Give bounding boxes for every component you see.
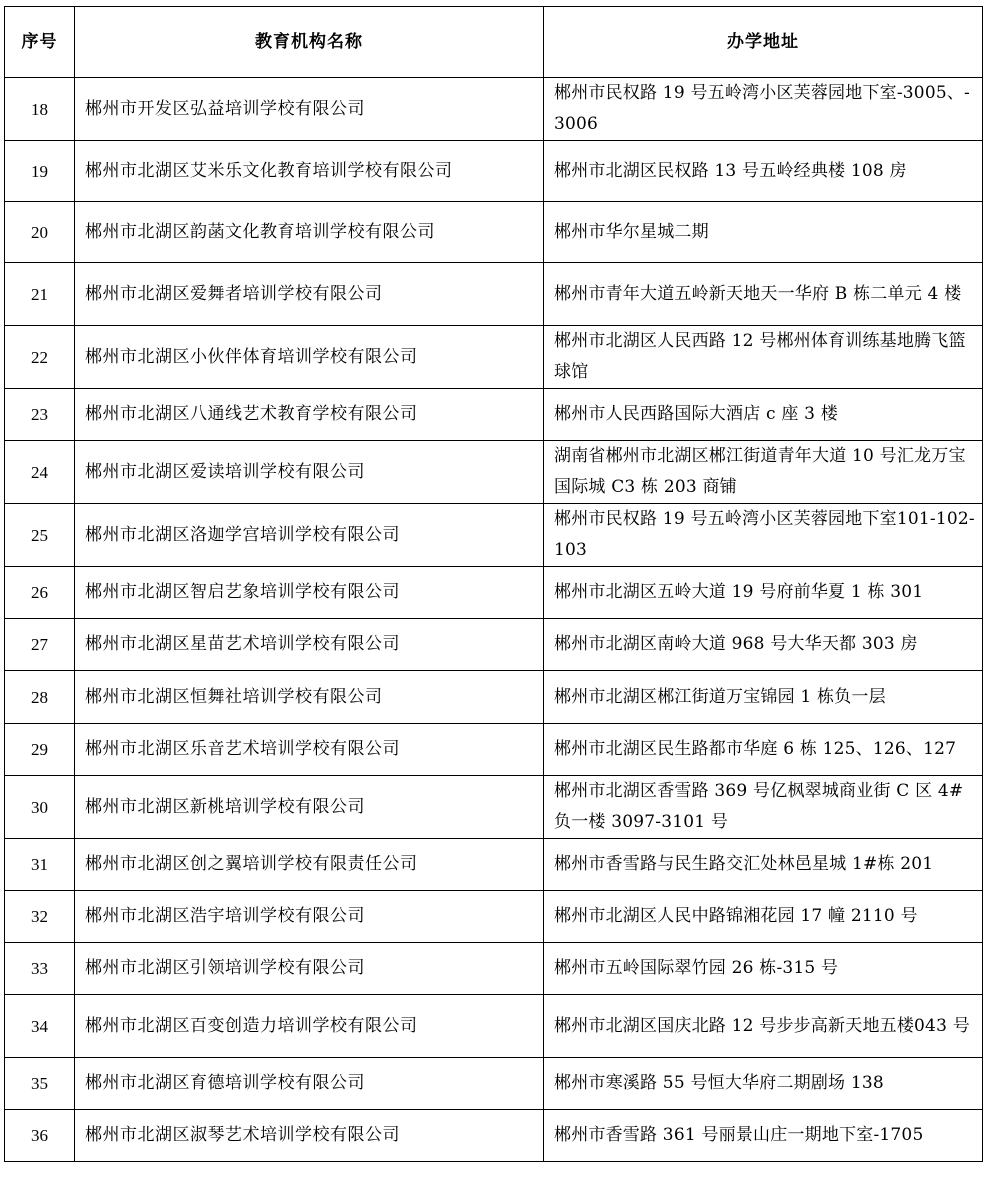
row-index: 19 xyxy=(5,141,75,202)
row-index: 35 xyxy=(5,1058,75,1110)
row-name: 郴州市北湖区恒舞社培训学校有限公司 xyxy=(75,671,544,724)
table-row xyxy=(5,202,983,263)
row-address: 郴州市北湖区民权路 13 号五岭经典楼 108 房 xyxy=(544,141,983,202)
row-name: 郴州市北湖区艾米乐文化教育培训学校有限公司 xyxy=(75,141,544,202)
row-name: 郴州市北湖区乐音艺术培训学校有限公司 xyxy=(75,724,544,776)
row-index: 21 xyxy=(5,263,75,326)
row-address: 郴州市北湖区民生路都市华庭 6 栋 125、126、127 xyxy=(544,724,983,776)
row-name: 郴州市北湖区淑琴艺术培训学校有限公司 xyxy=(75,1110,544,1162)
row-address: 郴州市北湖区五岭大道 19 号府前华夏 1 栋 301 xyxy=(544,567,983,619)
row-index: 31 xyxy=(5,839,75,891)
header-address: 办学地址 xyxy=(544,7,983,78)
table-row xyxy=(5,326,983,389)
row-name: 郴州市北湖区创之翼培训学校有限责任公司 xyxy=(75,839,544,891)
row-name: 郴州市北湖区星苗艺术培训学校有限公司 xyxy=(75,619,544,671)
row-name: 郴州市北湖区八通线艺术教育学校有限公司 xyxy=(75,389,544,441)
row-name: 郴州市北湖区新桃培训学校有限公司 xyxy=(75,776,544,839)
row-index: 25 xyxy=(5,504,75,567)
row-name: 郴州市北湖区智启艺象培训学校有限公司 xyxy=(75,567,544,619)
row-name: 郴州市北湖区百变创造力培训学校有限公司 xyxy=(75,995,544,1058)
row-address: 郴州市华尔星城二期 xyxy=(544,202,983,263)
row-index: 24 xyxy=(5,441,75,504)
row-index: 20 xyxy=(5,202,75,263)
row-address: 郴州市北湖区人民西路 12 号郴州体育训练基地腾飞篮球馆 xyxy=(544,326,983,389)
row-address: 郴州市北湖区香雪路 369 号亿枫翠城商业街 C 区 4#负一楼 3097-3101 号 xyxy=(544,776,983,839)
row-address: 郴州市北湖区国庆北路 12 号步步高新天地五楼043 号 xyxy=(544,995,983,1058)
row-name: 郴州市北湖区爱舞者培训学校有限公司 xyxy=(75,263,544,326)
table-row xyxy=(5,78,983,141)
row-address: 郴州市民权路 19 号五岭湾小区芙蓉园地下室-3005、-3006 xyxy=(544,78,983,141)
row-index: 27 xyxy=(5,619,75,671)
table-row xyxy=(5,141,983,202)
row-index: 36 xyxy=(5,1110,75,1162)
header-row xyxy=(5,7,983,78)
row-index: 30 xyxy=(5,776,75,839)
row-index: 23 xyxy=(5,389,75,441)
row-address: 郴州市北湖区人民中路锦湘花园 17 幢 2110 号 xyxy=(544,891,983,943)
row-name: 郴州市北湖区爱读培训学校有限公司 xyxy=(75,441,544,504)
row-index: 28 xyxy=(5,671,75,724)
row-index: 34 xyxy=(5,995,75,1058)
header-name: 教育机构名称 xyxy=(75,7,544,78)
row-address: 郴州市北湖区南岭大道 968 号大华天都 303 房 xyxy=(544,619,983,671)
row-name: 郴州市开发区弘益培训学校有限公司 xyxy=(75,78,544,141)
row-index: 22 xyxy=(5,326,75,389)
institution-table xyxy=(4,6,983,1162)
row-index: 32 xyxy=(5,891,75,943)
table-row xyxy=(5,671,983,724)
table-row xyxy=(5,619,983,671)
row-address: 郴州市青年大道五岭新天地天一华府 B 栋二单元 4 楼 xyxy=(544,263,983,326)
table-row xyxy=(5,504,983,567)
row-name: 郴州市北湖区浩宇培训学校有限公司 xyxy=(75,891,544,943)
row-index: 18 xyxy=(5,78,75,141)
header-index: 序号 xyxy=(5,7,75,78)
table-row xyxy=(5,776,983,839)
row-address: 郴州市香雪路与民生路交汇处林邑星城 1#栋 201 xyxy=(544,839,983,891)
row-address: 郴州市香雪路 361 号丽景山庄一期地下室-1705 xyxy=(544,1110,983,1162)
table-row xyxy=(5,389,983,441)
row-index: 29 xyxy=(5,724,75,776)
row-name: 郴州市北湖区小伙伴体育培训学校有限公司 xyxy=(75,326,544,389)
row-address: 郴州市民权路 19 号五岭湾小区芙蓉园地下室101-102-103 xyxy=(544,504,983,567)
row-address: 郴州市人民西路国际大酒店 c 座 3 楼 xyxy=(544,389,983,441)
table-row xyxy=(5,1058,983,1110)
row-address: 郴州市北湖区郴江街道万宝锦园 1 栋负一层 xyxy=(544,671,983,724)
table-row xyxy=(5,995,983,1058)
table-row xyxy=(5,891,983,943)
table-row xyxy=(5,441,983,504)
row-index: 33 xyxy=(5,943,75,995)
table-row xyxy=(5,1110,983,1162)
row-address: 郴州市五岭国际翠竹园 26 栋-315 号 xyxy=(544,943,983,995)
row-index: 26 xyxy=(5,567,75,619)
row-name: 郴州市北湖区洛迦学宫培训学校有限公司 xyxy=(75,504,544,567)
table-row xyxy=(5,839,983,891)
table-row xyxy=(5,567,983,619)
row-address: 湖南省郴州市北湖区郴江街道青年大道 10 号汇龙万宝国际城 C3 栋 203 商铺 xyxy=(544,441,983,504)
row-address: 郴州市寒溪路 55 号恒大华府二期剧场 138 xyxy=(544,1058,983,1110)
table-row xyxy=(5,724,983,776)
row-name: 郴州市北湖区育德培训学校有限公司 xyxy=(75,1058,544,1110)
table-row xyxy=(5,263,983,326)
row-name: 郴州市北湖区引领培训学校有限公司 xyxy=(75,943,544,995)
row-name: 郴州市北湖区韵菡文化教育培训学校有限公司 xyxy=(75,202,544,263)
table-row xyxy=(5,943,983,995)
